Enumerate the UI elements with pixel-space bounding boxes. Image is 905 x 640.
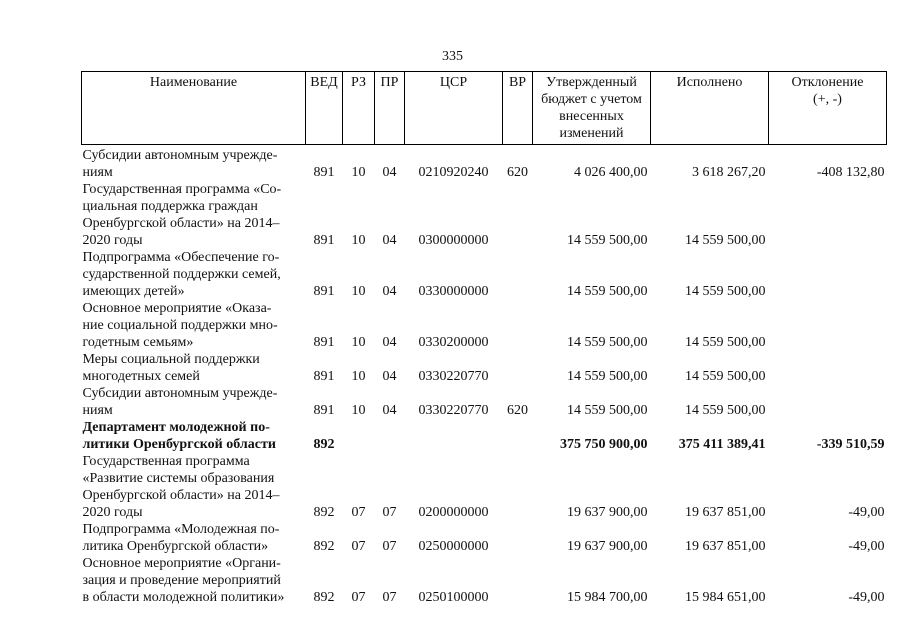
table-row bbox=[82, 453, 887, 521]
row-ved: 891 bbox=[313, 233, 335, 248]
row-done: 3 618 267,20 bbox=[692, 165, 766, 180]
row-name bbox=[82, 181, 306, 249]
row-rz: 07 bbox=[351, 590, 366, 605]
row-name-line: Оренбургской области» на 2014– bbox=[82, 216, 280, 231]
row-name-line: литики Оренбургской области bbox=[82, 437, 276, 452]
row-pr: 07 bbox=[382, 539, 397, 554]
header-deviation-line: (+, -) bbox=[813, 92, 842, 107]
row-budget: 19 637 900,00 bbox=[567, 505, 648, 520]
row-name-line: годетным семьям» bbox=[82, 335, 194, 350]
row-name-line: Субсидии автономным учрежде- bbox=[82, 148, 278, 163]
row-rz: 10 bbox=[351, 403, 366, 418]
row-pr: 04 bbox=[382, 403, 397, 418]
row-name-line: ниям bbox=[82, 165, 113, 180]
row-rz: 10 bbox=[351, 335, 366, 350]
row-vr bbox=[503, 249, 533, 300]
row-name-line: циальная поддержка граждан bbox=[82, 199, 258, 214]
row-budget: 14 559 500,00 bbox=[567, 233, 648, 248]
row-name bbox=[82, 249, 306, 300]
row-vr bbox=[503, 453, 533, 521]
row-rz: 10 bbox=[351, 233, 366, 248]
table-header bbox=[82, 72, 887, 145]
table-body bbox=[82, 145, 887, 607]
row-done: 375 411 389,41 bbox=[678, 437, 766, 452]
row-vr: 620 bbox=[507, 403, 528, 418]
row-ved: 891 bbox=[313, 403, 335, 418]
row-rz: 10 bbox=[351, 284, 366, 299]
row-rz: 10 bbox=[351, 165, 366, 180]
row-deviation: -49,00 bbox=[848, 590, 885, 605]
header-budget-line: внесенных bbox=[559, 109, 624, 124]
row-deviation: -49,00 bbox=[848, 539, 885, 554]
row-csr: 0300000000 bbox=[418, 233, 489, 248]
row-pr: 04 bbox=[382, 165, 397, 180]
row-ved: 891 bbox=[313, 284, 335, 299]
row-budget: 4 026 400,00 bbox=[574, 165, 648, 180]
row-name bbox=[82, 521, 306, 555]
row-name-line: сударственной поддержки семей, bbox=[82, 267, 281, 282]
row-name-line: ниям bbox=[82, 403, 113, 418]
row-ved: 891 bbox=[313, 369, 335, 384]
table-row bbox=[82, 419, 887, 453]
row-rz bbox=[343, 419, 375, 453]
row-name-line: Основное мероприятие «Органи- bbox=[82, 556, 281, 571]
table-row bbox=[82, 145, 887, 182]
row-name-line: литика Оренбургской области» bbox=[82, 539, 269, 554]
row-pr: 07 bbox=[382, 590, 397, 605]
row-vr bbox=[503, 555, 533, 606]
row-name-line: Подпрограмма «Молодежная по- bbox=[82, 522, 280, 537]
row-vr bbox=[503, 181, 533, 249]
row-csr: 0250100000 bbox=[418, 590, 489, 605]
row-csr bbox=[405, 419, 503, 453]
row-done: 14 559 500,00 bbox=[685, 284, 766, 299]
row-budget: 14 559 500,00 bbox=[567, 369, 648, 384]
row-name-line: имеющих детей» bbox=[82, 284, 185, 299]
row-ved: 892 bbox=[313, 539, 335, 554]
row-name-line: зация и проведение мероприятий bbox=[82, 573, 281, 588]
row-csr: 0330220770 bbox=[418, 403, 489, 418]
row-name-line: Подпрограмма «Обеспечение го- bbox=[82, 250, 280, 265]
row-name-line: Государственная программа «Со- bbox=[82, 182, 282, 197]
row-name-line: Меры социальной поддержки bbox=[82, 352, 260, 367]
row-ved: 891 bbox=[313, 165, 335, 180]
row-name bbox=[82, 453, 306, 521]
row-pr: 07 bbox=[382, 505, 397, 520]
row-name-line: многодетных семей bbox=[82, 369, 200, 384]
row-csr: 0330000000 bbox=[418, 284, 489, 299]
row-vr bbox=[503, 521, 533, 555]
row-vr bbox=[503, 419, 533, 453]
row-vr: 620 bbox=[507, 165, 528, 180]
row-ved: 892 bbox=[313, 590, 335, 605]
row-name-line: 2020 годы bbox=[82, 505, 143, 520]
budget-table-container bbox=[81, 71, 887, 606]
row-pr: 04 bbox=[382, 284, 397, 299]
header-budget bbox=[533, 72, 651, 145]
row-done: 19 637 851,00 bbox=[685, 505, 766, 520]
row-done: 19 637 851,00 bbox=[685, 539, 766, 554]
row-budget: 15 984 700,00 bbox=[567, 590, 648, 605]
row-pr: 04 bbox=[382, 233, 397, 248]
header-deviation bbox=[769, 72, 887, 145]
row-deviation: -339 510,59 bbox=[816, 437, 885, 452]
table-row bbox=[82, 555, 887, 606]
row-deviation bbox=[769, 249, 887, 300]
header-pr: ПР bbox=[375, 72, 405, 145]
row-deviation bbox=[769, 351, 887, 385]
table-row bbox=[82, 249, 887, 300]
row-pr bbox=[375, 419, 405, 453]
row-name bbox=[82, 555, 306, 606]
row-deviation bbox=[769, 300, 887, 351]
header-name: Наименование bbox=[82, 72, 306, 145]
row-name-line: Департамент молодежной по- bbox=[82, 420, 270, 435]
page-number: 335 bbox=[442, 49, 463, 64]
header-csr: ЦСР bbox=[405, 72, 503, 145]
header-vr: ВР bbox=[503, 72, 533, 145]
header-budget-line: бюджет с учетом bbox=[541, 92, 642, 107]
row-budget: 375 750 900,00 bbox=[560, 437, 648, 452]
header-done: Исполнено bbox=[651, 72, 769, 145]
row-name-line: «Развитие системы образования bbox=[82, 471, 275, 486]
header-deviation-line: Отклонение bbox=[791, 75, 864, 90]
row-deviation bbox=[769, 385, 887, 419]
header-budget-line: изменений bbox=[559, 126, 624, 141]
row-deviation: -49,00 bbox=[848, 505, 885, 520]
row-name bbox=[82, 145, 306, 182]
row-name bbox=[82, 419, 306, 453]
row-rz: 07 bbox=[351, 539, 366, 554]
row-vr bbox=[503, 351, 533, 385]
row-budget: 14 559 500,00 bbox=[567, 284, 648, 299]
header-rz: РЗ bbox=[343, 72, 375, 145]
row-vr bbox=[503, 300, 533, 351]
row-pr: 04 bbox=[382, 335, 397, 350]
header-ved: ВЕД bbox=[306, 72, 343, 145]
row-done: 15 984 651,00 bbox=[685, 590, 766, 605]
row-budget: 14 559 500,00 bbox=[567, 403, 648, 418]
row-csr: 0210920240 bbox=[418, 165, 489, 180]
row-deviation bbox=[769, 181, 887, 249]
row-ved: 891 bbox=[313, 335, 335, 350]
row-budget: 19 637 900,00 bbox=[567, 539, 648, 554]
table-row bbox=[82, 521, 887, 555]
table-row bbox=[82, 385, 887, 419]
row-csr: 0250000000 bbox=[418, 539, 489, 554]
row-ved: 892 bbox=[313, 437, 335, 452]
row-name bbox=[82, 385, 306, 419]
row-ved: 892 bbox=[313, 505, 335, 520]
row-deviation: -408 132,80 bbox=[816, 165, 885, 180]
table-row bbox=[82, 351, 887, 385]
row-name-line: Субсидии автономным учрежде- bbox=[82, 386, 278, 401]
row-pr: 04 bbox=[382, 369, 397, 384]
budget-table bbox=[81, 71, 887, 606]
row-name-line: ние социальной поддержки мно- bbox=[82, 318, 278, 333]
row-budget: 14 559 500,00 bbox=[567, 335, 648, 350]
row-csr: 0330200000 bbox=[418, 335, 489, 350]
row-rz: 07 bbox=[351, 505, 366, 520]
row-name-line: Основное мероприятие «Оказа- bbox=[82, 301, 272, 316]
row-name bbox=[82, 351, 306, 385]
row-csr: 0200000000 bbox=[418, 505, 489, 520]
table-row bbox=[82, 300, 887, 351]
header-budget-line: Утвержденный bbox=[546, 75, 637, 90]
row-done: 14 559 500,00 bbox=[685, 233, 766, 248]
row-name-line: Государственная программа bbox=[82, 454, 250, 469]
row-csr: 0330220770 bbox=[418, 369, 489, 384]
row-name-line: в области молодежной политики» bbox=[82, 590, 285, 605]
row-done: 14 559 500,00 bbox=[685, 403, 766, 418]
row-rz: 10 bbox=[351, 369, 366, 384]
row-done: 14 559 500,00 bbox=[685, 335, 766, 350]
row-name bbox=[82, 300, 306, 351]
row-name-line: Оренбургской области» на 2014– bbox=[82, 488, 280, 503]
row-name-line: 2020 годы bbox=[82, 233, 143, 248]
table-row bbox=[82, 181, 887, 249]
row-done: 14 559 500,00 bbox=[685, 369, 766, 384]
